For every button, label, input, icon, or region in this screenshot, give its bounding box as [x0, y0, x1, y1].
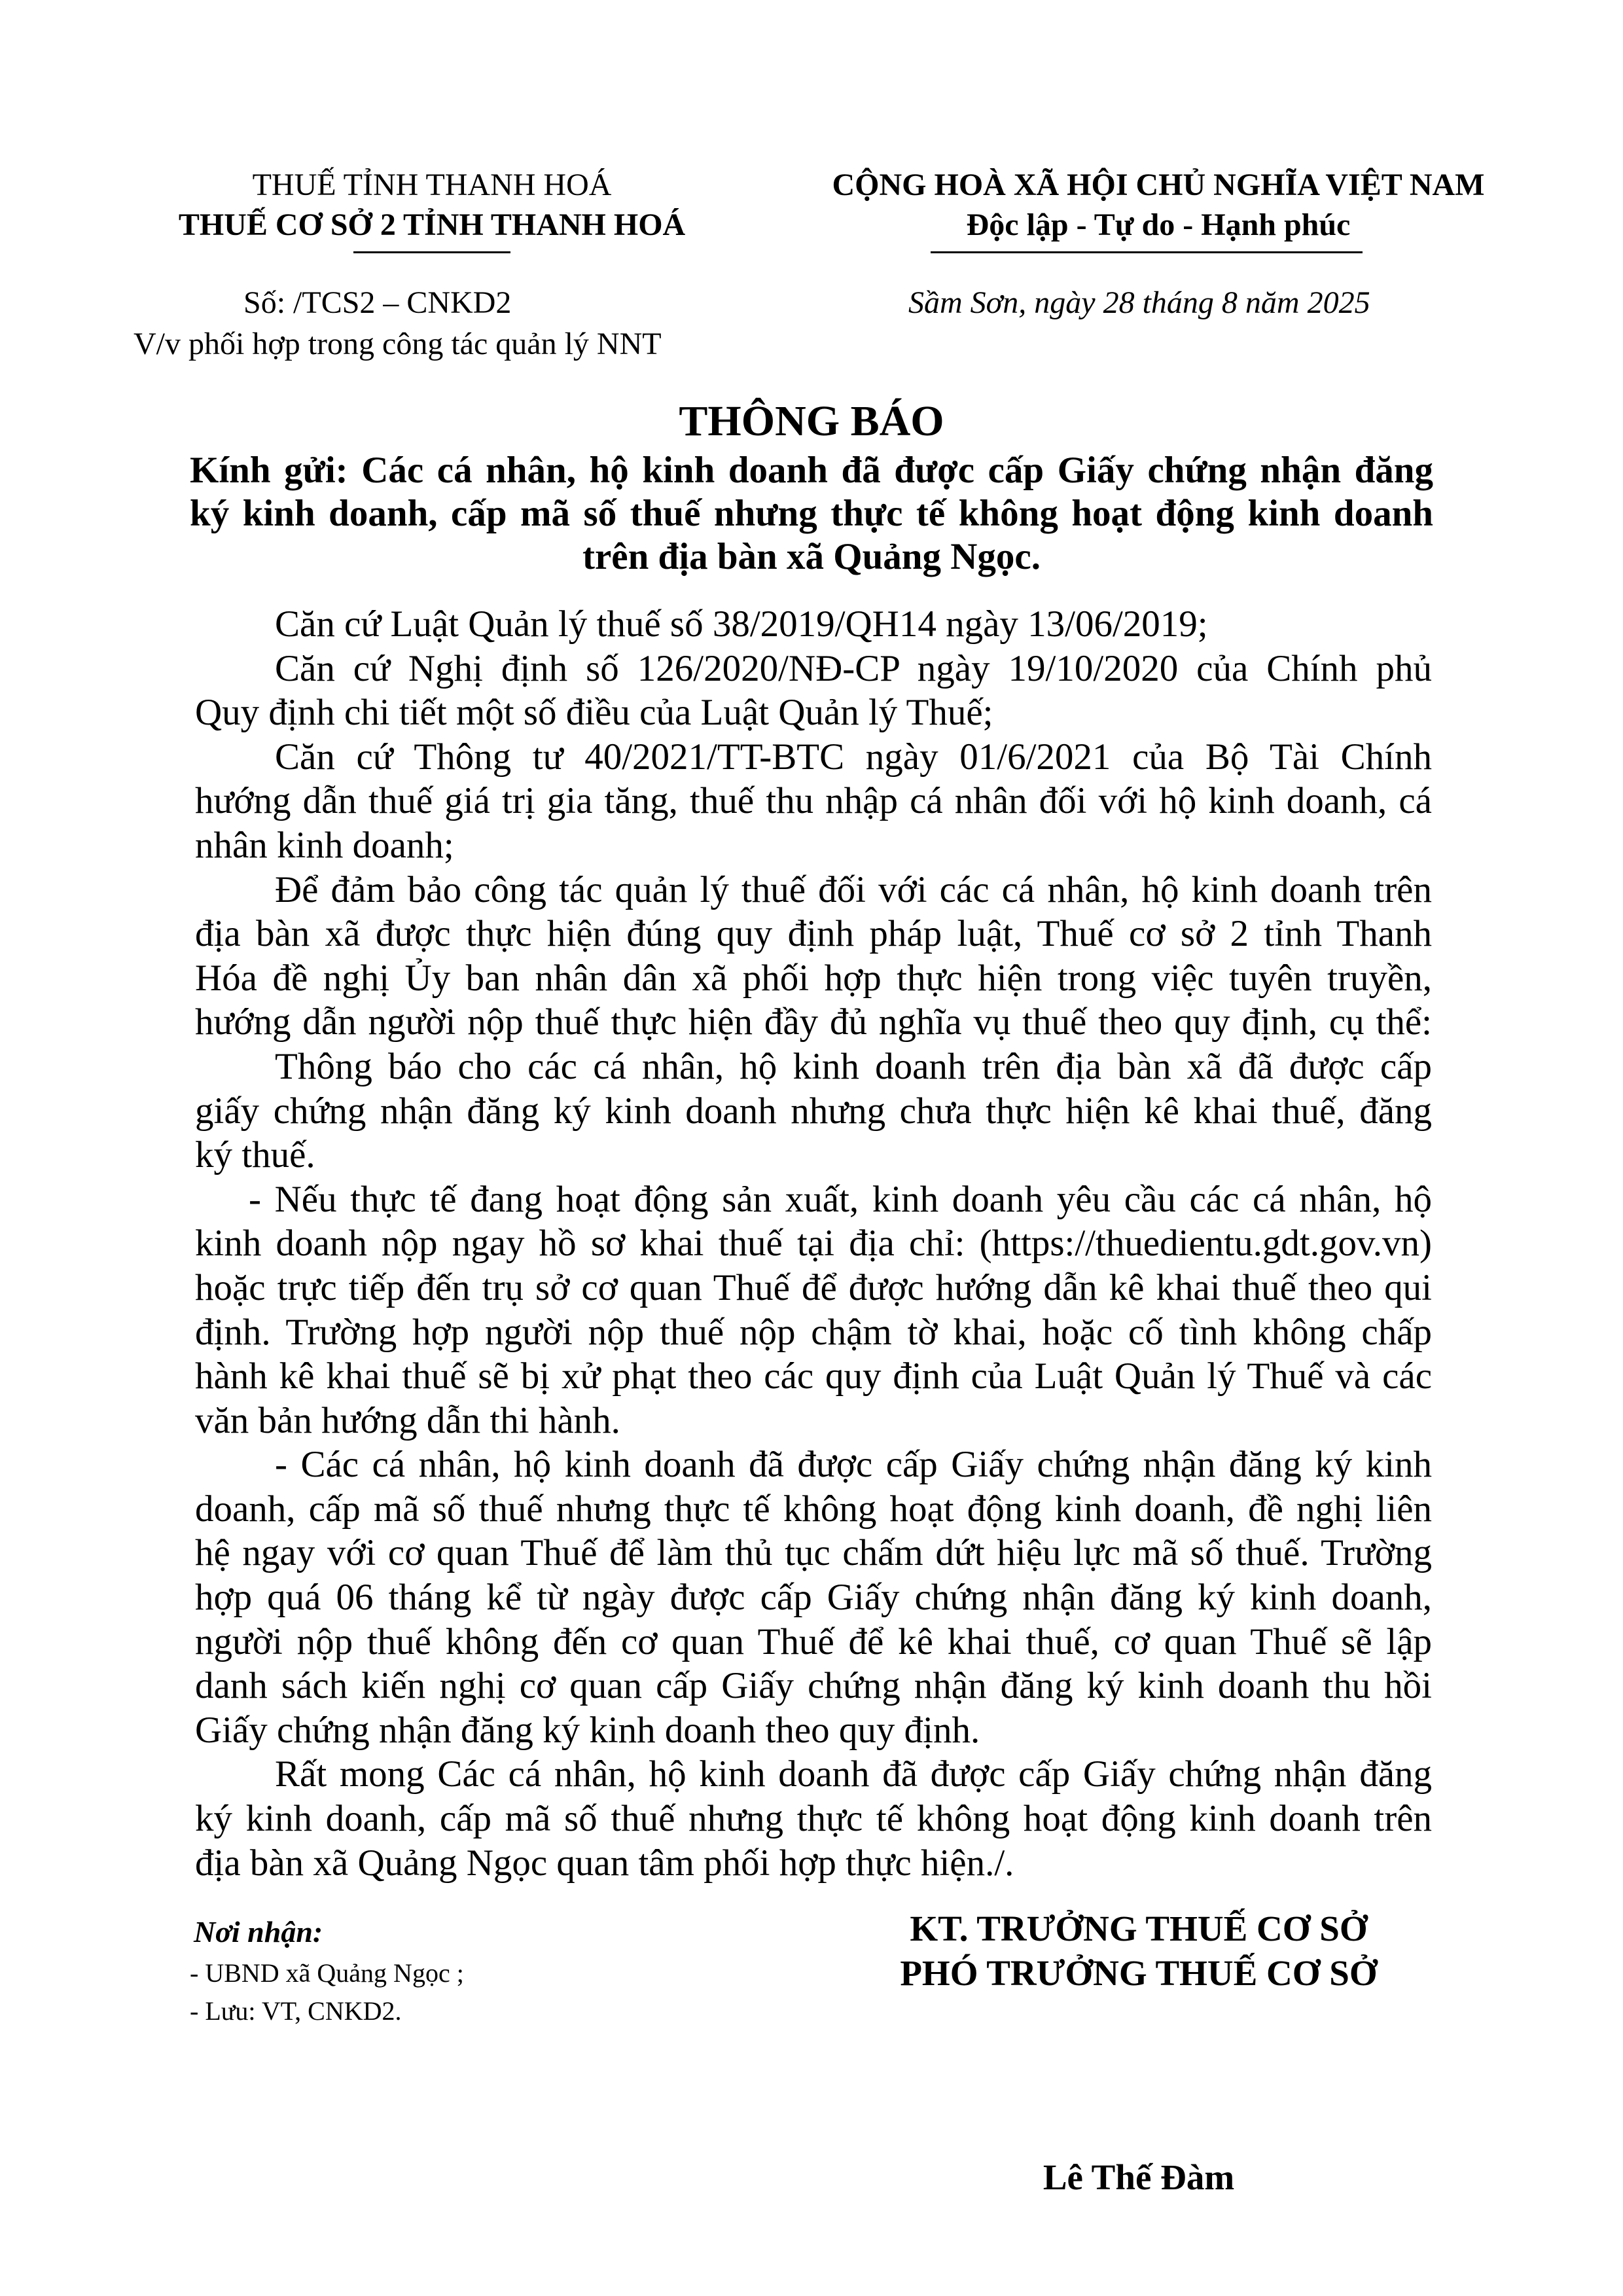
recipients-label: Nơi nhận:	[194, 1915, 323, 1948]
document-body	[195, 602, 1432, 1885]
national-motto: Độc lập - Tự do - Hạnh phúc	[966, 207, 1351, 242]
body-line: hành kê khai thuế sẽ bị xử phạt theo các quy định của Luật Quản lý Thuế và các	[195, 1355, 1432, 1397]
body-line: - Nếu thực tế đang hoạt động sản xuất, kinh doanh yêu cầu các cá nhân, hộ	[249, 1178, 1432, 1220]
document-title: THÔNG BÁO	[679, 397, 944, 445]
body-line: địa bàn xã Quảng Ngọc quan tâm phối hợp thực hiện./.	[195, 1842, 1014, 1884]
agency-underline	[353, 251, 510, 253]
body-line: Căn cứ Nghị định số 126/2020/NĐ-CP ngày 19/10/2020 của Chính phủ	[275, 647, 1432, 689]
body-line: Rất mong Các cá nhân, hộ kinh doanh đã được cấp Giấy chứng nhận đăng	[275, 1753, 1432, 1795]
country-name: CỘNG HOÀ XÃ HỘI CHỦ NGHĨA VIỆT NAM	[832, 168, 1485, 202]
agency-parent: THUẾ TỈNH THANH HOÁ	[252, 168, 612, 202]
body-line: hệ ngay với cơ quan Thuế để làm thủ tục chấm dứt hiệu lực mã số thuế. Trường	[195, 1532, 1432, 1574]
signature-title-1: KT. TRƯỞNG THUẾ CƠ SỞ	[910, 1909, 1368, 1948]
body-line: giấy chứng nhận đăng ký kinh doanh nhưng chưa thực hiện kê khai thuế, đăng	[195, 1090, 1432, 1132]
body-line: nhân kinh doanh;	[195, 824, 454, 866]
body-line: Giấy chứng nhận đăng ký kinh doanh theo quy định.	[195, 1709, 980, 1751]
recipient-item: - Lưu: VT, CNKD2.	[190, 1996, 402, 2026]
agency-name: THUẾ CƠ SỞ 2 TỈNH THANH HOÁ	[178, 207, 686, 242]
body-line: Căn cứ Thông tư 40/2021/TT-BTC ngày 01/6/2021 của Bộ Tài Chính	[275, 736, 1432, 778]
body-line: địa bàn xã được thực hiện đúng quy định pháp luật, Thuế cơ sở 2 tỉnh Thanh	[195, 913, 1432, 955]
body-line: hướng dẫn thuế giá trị gia tăng, thuế thu nhập cá nhân đối với hộ kinh doanh, cá	[195, 780, 1432, 822]
body-line: hướng dẫn người nộp thuế thực hiện đầy đủ nghĩa vụ thuế theo quy định, cụ thể:	[195, 1001, 1432, 1043]
body-line: - Các cá nhân, hộ kinh doanh đã được cấp Giấy chứng nhận đăng ký kinh	[275, 1444, 1432, 1486]
body-line: Hóa đề nghị Ủy ban nhân dân xã phối hợp thực hiện trong việc tuyên truyền,	[195, 957, 1432, 999]
motto-underline	[931, 251, 1363, 253]
recipients-list	[190, 1954, 464, 2030]
body-line: người nộp thuế không đến cơ quan Thuế để kê khai thuế, cơ quan Thuế sẽ lập	[195, 1621, 1432, 1662]
body-line: Căn cứ Luật Quản lý thuế số 38/2019/QH14 ngày 13/06/2019;	[275, 603, 1208, 645]
body-line: định. Trường hợp người nộp thuế nộp chậm tờ khai, hoặc cố tình không chấp	[195, 1311, 1432, 1353]
signer-name: Lê Thế Đàm	[1043, 2157, 1235, 2197]
body-line: văn bản hướng dẫn thi hành.	[195, 1399, 620, 1441]
body-line: hợp quá 06 tháng kể từ ngày được cấp Giấy chứng nhận đăng ký kinh doanh,	[195, 1577, 1432, 1619]
body-line: hoặc trực tiếp đến trụ sở cơ quan Thuế để được hướng dẫn kê khai thuế theo qui	[195, 1266, 1432, 1308]
body-line: Thông báo cho các cá nhân, hộ kinh doanh trên địa bàn xã đã được cấp	[275, 1045, 1432, 1087]
recipient-line: trên địa bàn xã Quảng Ngọc.	[582, 536, 1041, 577]
body-line: kinh doanh nộp ngay hồ sơ khai thuế tại địa chỉ: (https://thuedientu.gdt.gov.vn)	[195, 1223, 1432, 1265]
body-line: doanh, cấp mã số thuế nhưng thực tế không hoạt động kinh doanh, đề nghị liên	[195, 1488, 1432, 1530]
body-line: danh sách kiến nghị cơ quan cấp Giấy chứng nhận đăng ký kinh doanh thu hồi	[195, 1665, 1432, 1707]
document-subject: V/v phối hợp trong công tác quản lý NNT	[134, 327, 662, 361]
body-line: ký kinh doanh, cấp mã số thuế nhưng thực tế không hoạt động kinh doanh trên	[195, 1798, 1432, 1840]
recipient-block	[190, 449, 1433, 579]
body-line: Để đảm bảo công tác quản lý thuế đối với các cá nhân, hộ kinh doanh trên	[275, 869, 1432, 910]
recipient-line: ký kinh doanh, cấp mã số thuế nhưng thực tế không hoạt động kinh doanh	[190, 493, 1433, 534]
place-date: Sầm Sơn, ngày 28 tháng 8 năm 2025	[908, 285, 1370, 320]
body-line: Quy định chi tiết một số điều của Luật Quản lý Thuế;	[195, 692, 993, 734]
signature-title-2: PHÓ TRƯỞNG THUẾ CƠ SỞ	[900, 1953, 1378, 1993]
document-number: Số: /TCS2 – CNKD2	[243, 285, 512, 320]
recipient-line: Kính gửi: Các cá nhân, hộ kinh doanh đã được cấp Giấy chứng nhận đăng	[190, 450, 1433, 491]
body-line: ký thuế.	[195, 1134, 315, 1176]
recipient-item: - UBND xã Quảng Ngọc ;	[190, 1958, 464, 1988]
